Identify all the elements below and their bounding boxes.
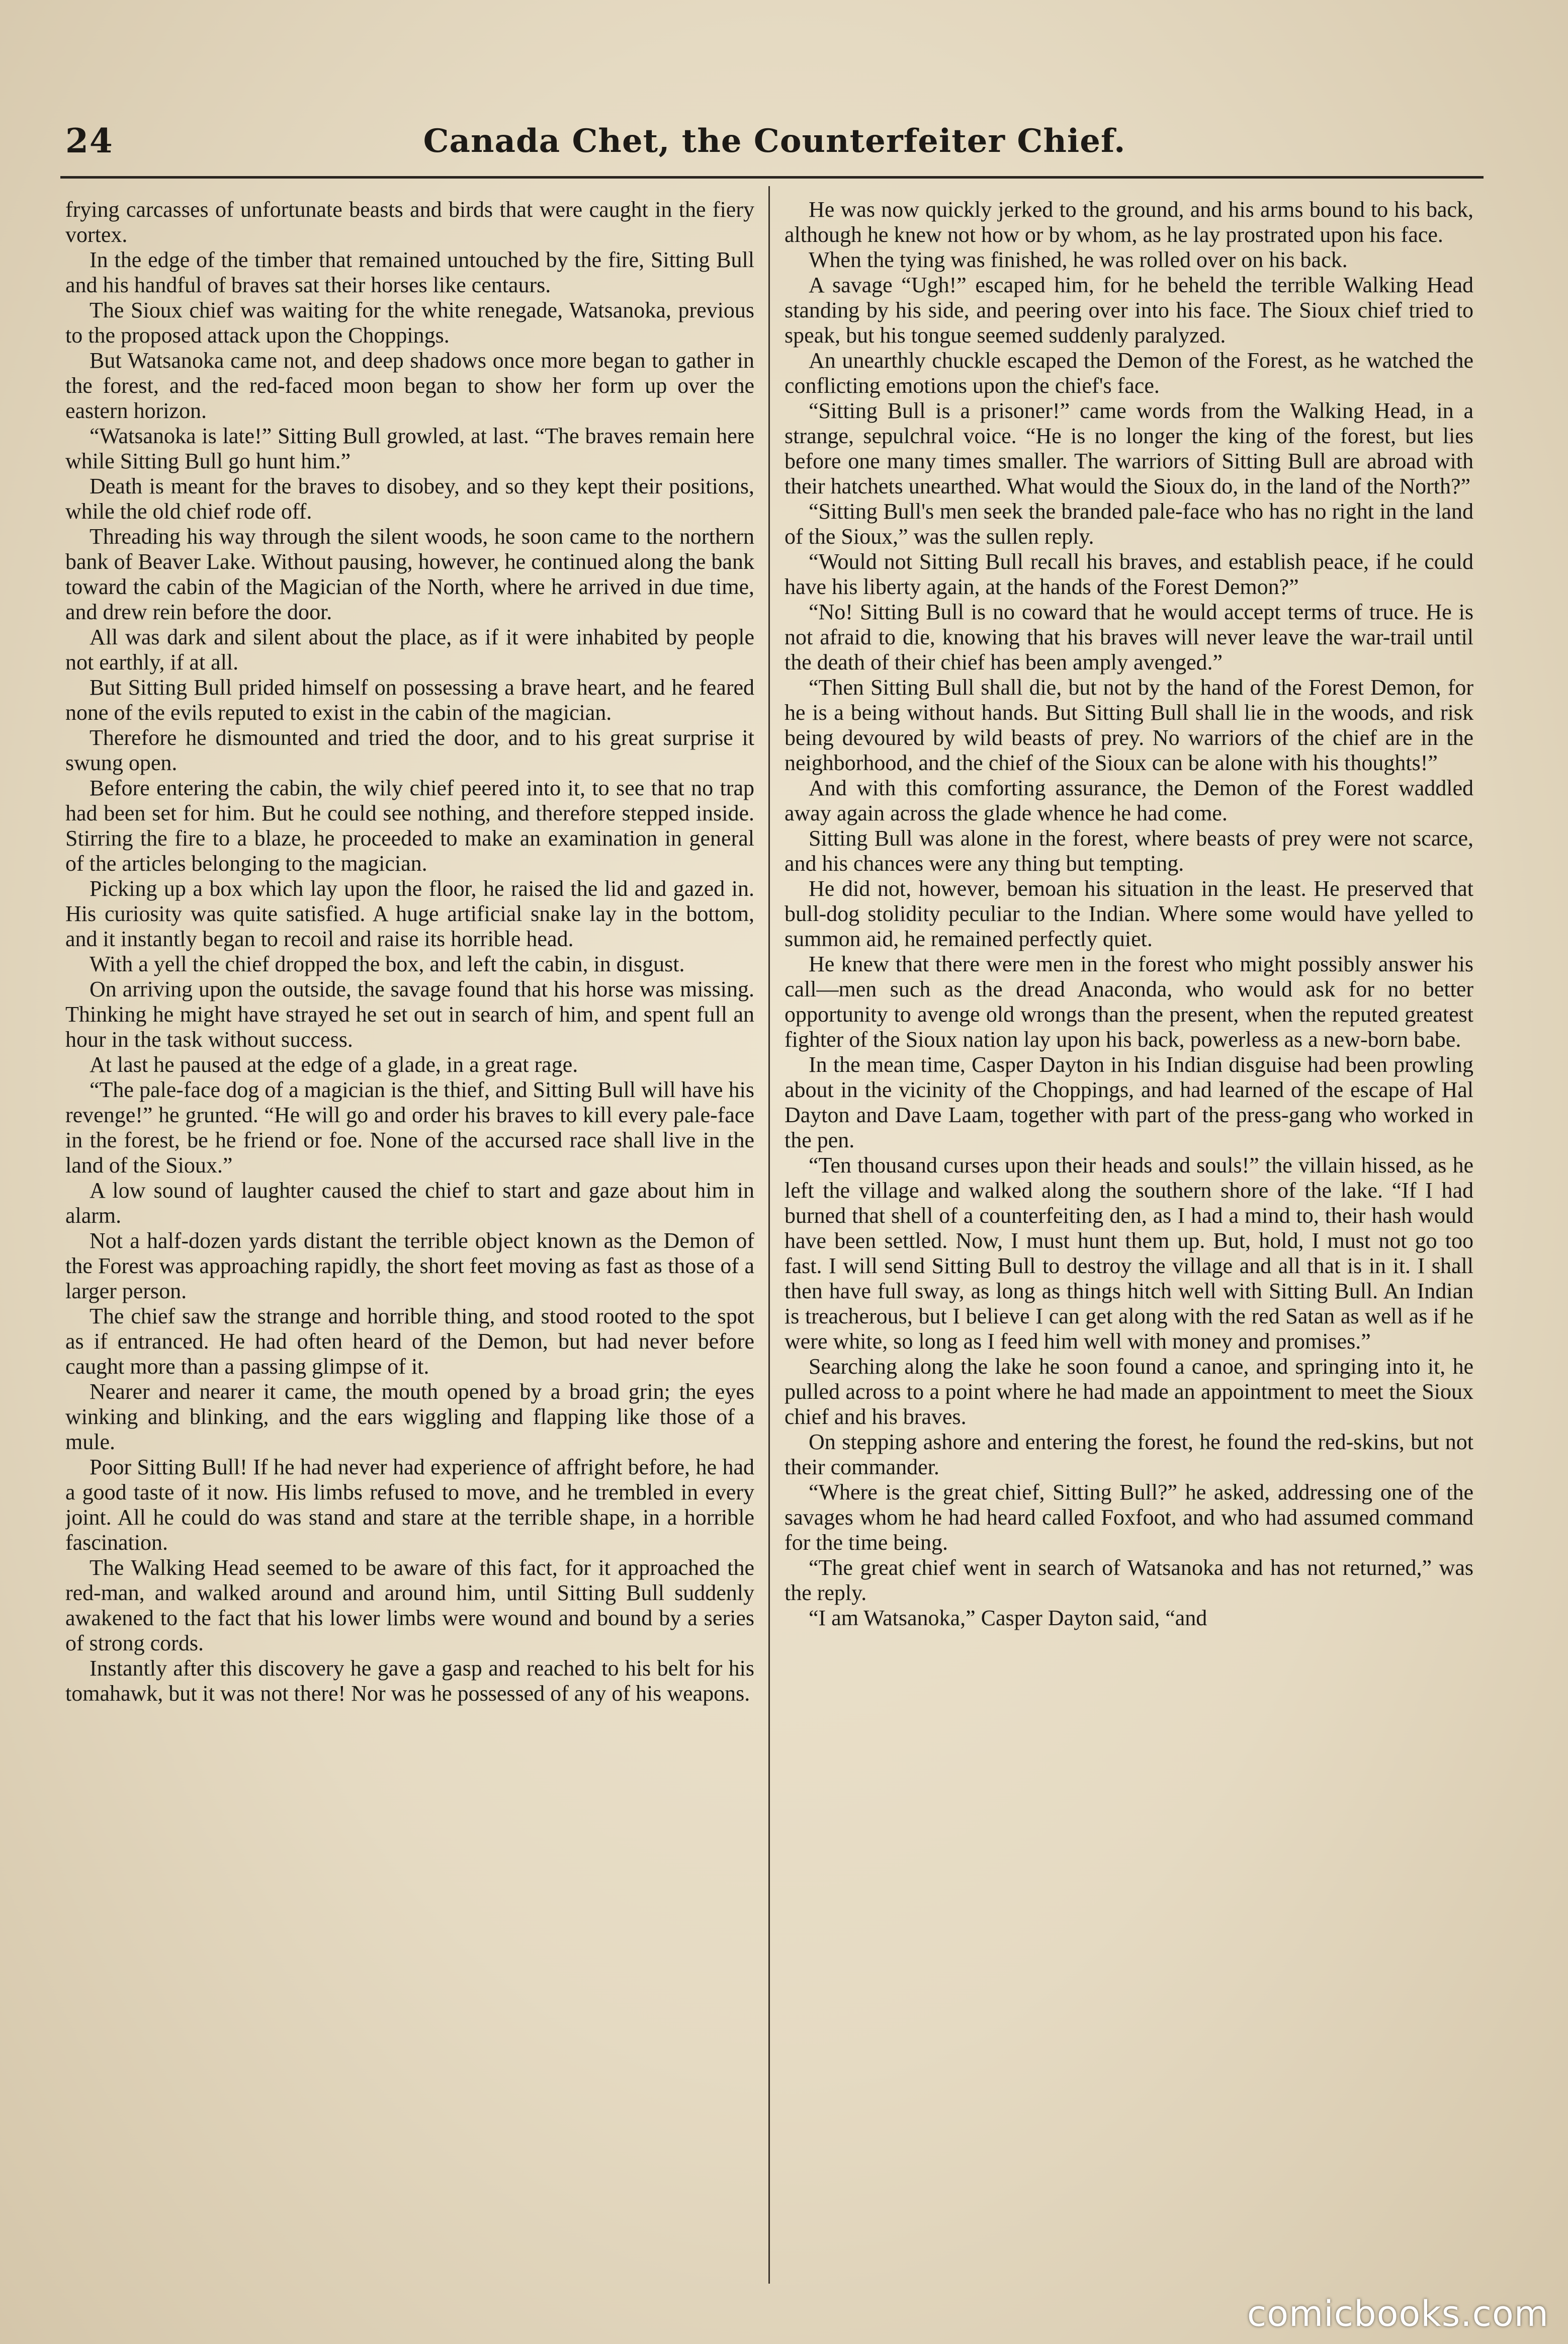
paragraph: He did not, however, bemoan his situation in the least. He preserved that bull-dog stolidity peculiar to the Indian. Where some would have yelled to summon aid, he remained perfectly quiet.: [785, 876, 1473, 951]
column-divider: [768, 186, 770, 2284]
paragraph: With a yell the chief dropped the box, and left the cabin, in disgust.: [90, 952, 685, 976]
paragraph: Before entering the cabin, the wily chief peered into it, to see that no trap had been set for him. But he could see nothing, and therefore stepped inside. Stirring the fire to a blaze, he proceeded to make an examination in general of the articles belonging to the magician.: [65, 776, 754, 876]
paragraph: But Sitting Bull prided himself on possessing a brave heart, and he feared none of the evils reputed to exist in the cabin of the magician.: [65, 675, 754, 725]
paragraph: Death is meant for the braves to disobey, and so they kept their positions, while the old chief rode off.: [65, 474, 754, 524]
page-header: [65, 113, 1484, 169]
paragraph: “Watsanoka is late!” Sitting Bull growled, at last. “The braves remain here while Sitting Bull go hunt him.”: [65, 424, 754, 473]
paragraph: He knew that there were men in the forest who might possibly answer his call—men such as the dread Anaconda, who would ask for no better opportunity to avenge old wrongs than the present, when the reputed greatest fighter of the Sioux nation lay upon his back, powerless as a new-born babe.: [785, 952, 1473, 1052]
paragraph: When the tying was finished, he was rolled over on his back.: [809, 247, 1348, 272]
paragraph: Sitting Bull was alone in the forest, where beasts of prey were not scarce, and his chances were any thing but tempting.: [785, 826, 1473, 876]
left-column: [65, 197, 754, 2280]
paragraph: frying carcasses of unfortunate beasts and birds that were caught in the fiery vortex.: [65, 197, 754, 247]
paragraph: He was now quickly jerked to the ground, and his arms bound to his back, although he knew not how or by whom, as he lay prostrated upon his face.: [785, 197, 1473, 247]
paragraph: At last he paused at the edge of a glade, in a great rage.: [90, 1052, 578, 1077]
paragraph: In the edge of the timber that remained untouched by the fire, Sitting Bull and his handful of braves sat their horses like centaurs.: [65, 247, 754, 297]
paragraph: “Sitting Bull's men seek the branded pale-face who has no right in the land of the Sioux,” was the sullen reply.: [785, 499, 1473, 549]
paragraph: “Sitting Bull is a prisoner!” came words from the Walking Head, in a strange, sepulchral voice. “He is no longer the king of the forest, but lies before one many times smaller. The warriors of Sitting Bull are abroad with their hatchets unearthed. What would the Sioux do, in the land of the North?”: [785, 398, 1473, 498]
paragraph: “Ten thousand curses upon their heads and souls!” the villain hissed, as he left the village and walked along the southern shore of the lake. “If I had burned that shell of a counterfeiting den, as I had a mind to, their hash would have been settled. Now, I must hunt them up. But, hold, I must not go too fast. I will send Sitting Bull to destroy the village and all that is in it. I shall then have full sway, as long as things hitch well with Sitting Bull. An Indian is treacherous, but I believe I can get along with the red Satan as well as if he were white, so long as I feed him well with money and promises.”: [785, 1153, 1473, 1354]
paragraph: Searching along the lake he soon found a canoe, and springing into it, he pulled across to a point where he had made an appointment to meet the Sioux chief and his braves.: [785, 1354, 1473, 1429]
paragraph: The Sioux chief was waiting for the white renegade, Watsanoka, previous to the proposed attack upon the Choppings.: [65, 298, 754, 348]
page-number: 24: [65, 121, 114, 160]
paragraph: Therefore he dismounted and tried the door, and to his great surprise it swung open.: [65, 725, 754, 775]
paragraph: “No! Sitting Bull is no coward that he would accept terms of truce. He is not afraid to die, knowing that his braves will never leave the war-trail until the death of their chief has been amply avenged.”: [785, 600, 1473, 675]
paragraph: Instantly after this discovery he gave a gasp and reached to his belt for his tomahawk, but it was not there! Nor was he possessed of any of his weapons.: [65, 1656, 754, 1706]
paragraph: On arriving upon the outside, the savage found that his horse was missing. Thinking he might have strayed he set out in search of him, and spent full an hour in the task without success.: [65, 977, 754, 1052]
paragraph: The Walking Head seemed to be aware of this fact, for it approached the red-man, and walked around and around him, until Sitting Bull suddenly awakened to the fact that his lower limbs were wound and bound by a series of strong cords.: [65, 1555, 754, 1655]
paragraph: “I am Watsanoka,” Casper Dayton said, “and: [809, 1606, 1207, 1630]
paragraph: Poor Sitting Bull! If he had never had experience of affright before, he had a good taste of it now. His limbs refused to move, and he trembled in every joint. All he could do was stand and stare at the terrible shape, in a horrible fascination.: [65, 1455, 754, 1555]
right-column: [785, 197, 1473, 2280]
paragraph: On stepping ashore and entering the forest, he found the red-skins, but not their commander.: [785, 1430, 1473, 1479]
paragraph: All was dark and silent about the place, as if it were inhabited by people not earthly, if at all.: [65, 625, 754, 675]
running-title: Canada Chet, the Counterfeiter Chief.: [423, 122, 1126, 160]
paragraph: “Would not Sitting Bull recall his braves, and establish peace, if he could have his liberty again, at the hands of the Forest Demon?”: [785, 549, 1473, 599]
paragraph: A savage “Ugh!” escaped him, for he beheld the terrible Walking Head standing by his side, and peering over into his face. The Sioux chief tried to speak, but his tongue seemed suddenly paralyzed.: [785, 273, 1473, 348]
header-rule: [60, 176, 1484, 179]
paragraph: But Watsanoka came not, and deep shadows once more began to gather in the forest, and the red-faced moon began to show her form up over the eastern horizon.: [65, 348, 754, 423]
paragraph: Threading his way through the silent woods, he soon came to the northern bank of Beaver Lake. Without pausing, however, he continued along the bank toward the cabin of the Magician of the North, where he arrived in due time, and drew rein before the door.: [65, 524, 754, 624]
paragraph: Nearer and nearer it came, the mouth opened by a broad grin; the eyes winking and blinking, and the ears wiggling and flapping like those of a mule.: [65, 1379, 754, 1454]
paragraph: A low sound of laughter caused the chief to start and gaze about him in alarm.: [65, 1178, 754, 1228]
paragraph: “The great chief went in search of Watsanoka and has not returned,” was the reply.: [785, 1555, 1473, 1605]
paragraph: The chief saw the strange and horrible thing, and stood rooted to the spot as if entranced. He had often heard of the Demon, but had never before caught more than a passing glimpse of it.: [65, 1304, 754, 1379]
paragraph: Picking up a box which lay upon the floor, he raised the lid and gazed in. His curiosity was quite satisfied. A huge artificial snake lay in the bottom, and it instantly began to recoil and raise its horrible head.: [65, 876, 754, 951]
paragraph: An unearthly chuckle escaped the Demon of the Forest, as he watched the conflicting emotions upon the chief's face.: [785, 348, 1473, 398]
paragraph: Not a half-dozen yards distant the terrible object known as the Demon of the Forest was approaching rapidly, the short feet moving as fast as those of a larger person.: [65, 1228, 754, 1303]
paragraph: In the mean time, Casper Dayton in his Indian disguise had been prowling about in the vicinity of the Choppings, and had learned of the escape of Hal Dayton and Dave Laam, together with part of the press-gang who worked in the pen.: [785, 1052, 1473, 1152]
paragraph: “Where is the great chief, Sitting Bull?” he asked, addressing one of the savages whom he had heard called Foxfoot, and who had assumed command for the time being.: [785, 1480, 1473, 1555]
paragraph: “Then Sitting Bull shall die, but not by the hand of the Forest Demon, for he is a being without hands. But Sitting Bull shall lie in the woods, and risk being devoured by wild beasts of prey. No warriors of the chief are in the neighborhood, and the chief of the Sioux can be alone with his thoughts!”: [785, 675, 1473, 775]
site-watermark: comicbooks.com: [1247, 2293, 1549, 2334]
paragraph: “The pale-face dog of a magician is the thief, and Sitting Bull will have his revenge!” he grunted. “He will go and order his braves to kill every pale-face in the forest, be he friend or foe. None of the accursed race shall live in the land of the Sioux.”: [65, 1077, 754, 1178]
paragraph: And with this comforting assurance, the Demon of the Forest waddled away again across the glade whence he had come.: [785, 776, 1473, 825]
